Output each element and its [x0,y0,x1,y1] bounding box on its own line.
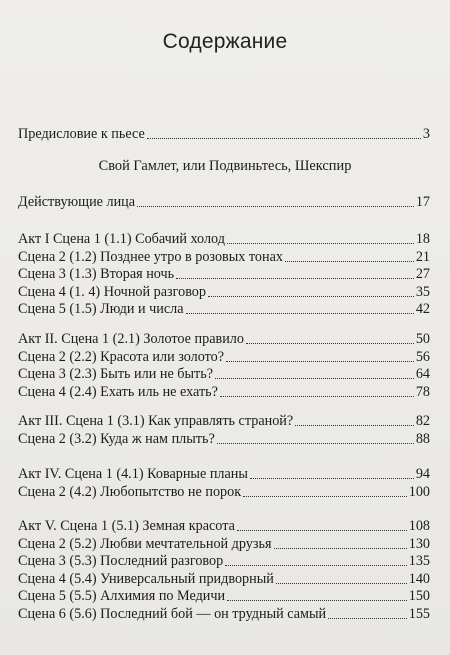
toc-entry-label: Сцена 2 (3.2) Куда ж нам плыть? [18,430,215,447]
toc-entry-label: Сцена 4 (1. 4) Ночной разговор [18,283,206,300]
toc-entry [18,481,430,501]
toc-entry-page: 17 [415,194,430,210]
toc-entry-page: 88 [415,430,430,447]
toc-entry-label: Действующие лица [18,194,136,210]
toc-entry-label: Сцена 2 (4.2) Любопытство не порок [18,483,242,500]
toc-entry-page: 64 [415,366,430,383]
toc-entry-label: Сцена 5 (1.5) Люди и числа [18,301,184,318]
dot-leader [243,496,407,497]
toc-entry-page: 27 [415,266,430,283]
dot-leader [237,530,407,531]
dot-leader [295,425,414,426]
toc-entry-page: 150 [408,588,430,605]
dot-leader [285,261,414,262]
toc-entry-page: 94 [415,466,430,482]
toc-entry [18,381,430,401]
toc-entry-label: Акт II. Сцена 1 (2.1) Золотое правило [18,331,244,347]
toc-entry [18,428,430,448]
toc-entry-label: Акт V. Сцена 1 (5.1) Земная красота [18,518,235,534]
toc-entry-label: Сцена 4 (5.4) Универсальный придворный [18,570,274,587]
dot-leader [227,243,414,244]
toc-entry-page: 108 [408,518,430,534]
toc-entry [18,298,430,318]
dot-leader [328,618,407,619]
page-title: Содержание [162,30,288,53]
toc-entry-page: 3 [422,126,430,142]
section-subtitle: Свой Гамлет, или Подвиньтесь, Шекспир [98,158,352,174]
toc-entry-label: Сцена 5 (5.5) Алхимия по Медичи [18,588,226,605]
dot-leader [176,278,414,279]
toc-entry-label: Сцена 4 (2.4) Ехать иль не ехать? [18,383,218,400]
dot-leader [208,296,414,297]
toc-entry-label: Сцена 6 (5.6) Последний бой — он трудный самый [18,606,327,622]
toc-entry-page: 140 [408,570,430,587]
toc-entry-page: 100 [408,483,430,500]
toc-entry-page: 56 [415,348,430,365]
dot-leader [217,443,414,444]
dot-leader [246,343,414,344]
toc-entry-page: 155 [408,606,430,622]
toc-entry-characters [18,191,430,211]
dot-leader [186,313,414,314]
dot-leader [220,396,414,397]
toc-entry-label: Акт I Сцена 1 (1.1) Собачий холод [18,231,225,247]
toc-entry-label: Сцена 2 (5.2) Любви мечтательной друзья [18,535,272,552]
toc-entry-label: Предисловие к пьесе [18,126,145,142]
toc-entry [18,603,430,623]
toc-entry-page: 50 [415,331,430,347]
toc-entry-label: Сцена 3 (1.3) Вторая ночь [18,266,175,283]
dot-leader [226,361,414,362]
dot-leader [274,548,407,549]
dot-leader [215,378,414,379]
dot-leader [250,478,414,479]
toc-entry-page: 135 [408,553,430,570]
toc-entry-label: Сцена 2 (1.2) Позднее утро в розовых тонах [18,248,284,265]
toc-entry-page: 21 [415,248,430,265]
toc-entry-page: 82 [415,413,430,429]
dot-leader [227,600,407,601]
toc-entry-label: Акт III. Сцена 1 (3.1) Как управлять страной? [18,413,294,429]
toc-entry-label: Сцена 3 (2.3) Быть или не быть? [18,366,214,383]
toc-entry-page: 78 [415,383,430,400]
toc-entry-label: Акт IV. Сцена 1 (4.1) Коварные планы [18,466,248,482]
dot-leader [225,565,406,566]
toc-entry-page: 130 [408,535,430,552]
toc-entry-page: 42 [415,301,430,318]
toc-entry-label: Сцена 2 (2.2) Красота или золото? [18,348,225,365]
toc-entry-label: Сцена 3 (5.3) Последний разговор [18,553,224,570]
dot-leader [276,583,407,584]
dot-leader [137,206,414,207]
toc-entry-page: 35 [415,283,430,300]
toc-entry-preface [18,123,430,143]
dot-leader [147,138,421,139]
toc-entry-page: 18 [415,231,430,247]
